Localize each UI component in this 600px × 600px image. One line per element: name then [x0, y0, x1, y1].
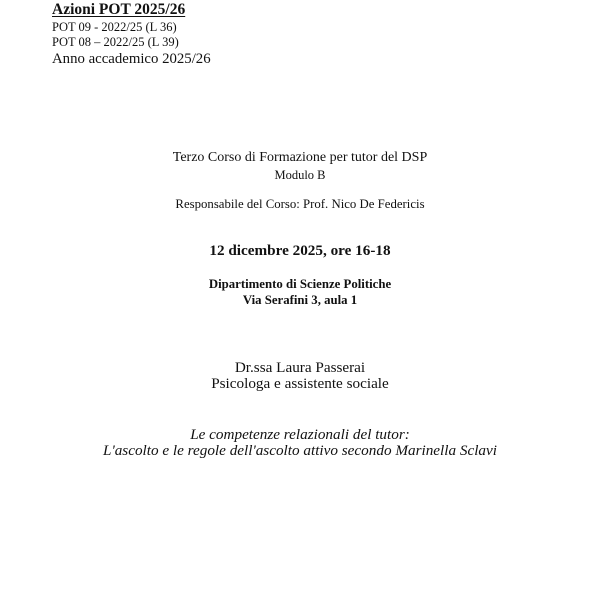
event-department: Dipartimento di Scienze Politiche: [208, 277, 392, 291]
pot-09-line: POT 09 - 2022/25 (L 36): [52, 19, 177, 34]
pot-08-line: POT 08 – 2022/25 (L 39): [52, 35, 179, 49]
topic-title: Le competenze relazionali del tutor:: [190, 426, 410, 443]
speaker-role: Psicologa e assistente sociale: [211, 375, 389, 392]
course-title: Terzo Corso di Formazione per tutor del DSP: [172, 150, 428, 165]
course-responsible: Responsabile del Corso: Prof. Nico De Federicis: [175, 197, 425, 211]
academic-year: Anno accademico 2025/26: [52, 50, 211, 67]
event-address: Via Serafini 3, aula 1: [242, 293, 358, 307]
course-module: Modulo B: [274, 168, 326, 182]
event-date-time: 12 dicembre 2025, ore 16-18: [209, 242, 391, 259]
document-header: [52, 2, 211, 66]
speaker-name: Dr.ssa Laura Passerai: [234, 359, 366, 376]
header-title: Azioni POT 2025/26: [52, 1, 186, 18]
topic-subtitle: L'ascolto e le regole dell'ascolto attivo secondo Marinella Sclavi: [103, 442, 497, 459]
